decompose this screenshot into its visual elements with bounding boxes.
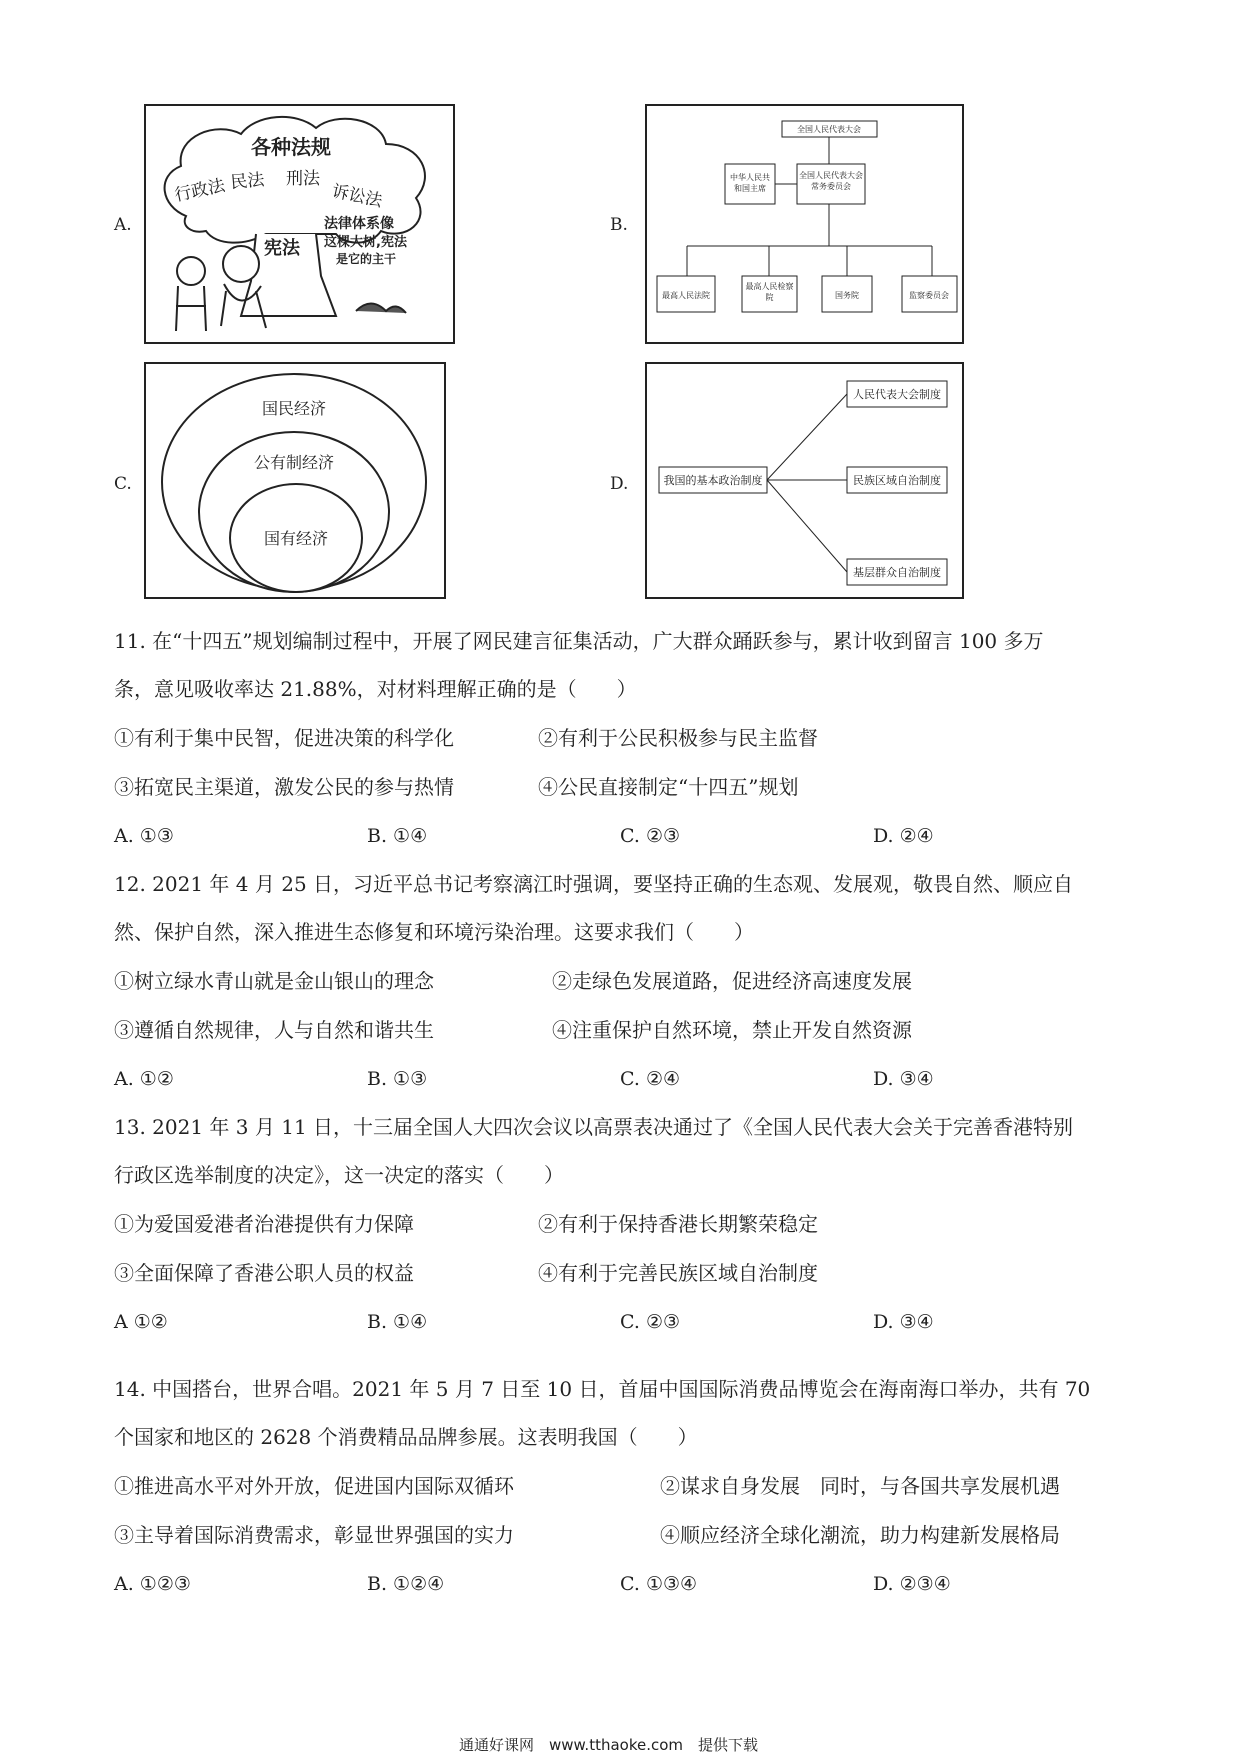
statement-item: ③遵循自然规律，人与自然和谐共生 bbox=[114, 1018, 434, 1042]
org-procuratorate: 最高人民检察院 bbox=[745, 282, 794, 302]
org-standing-committee: 全国人民代表大会常务委员会 bbox=[799, 171, 863, 191]
option-c-label: C. bbox=[114, 474, 132, 494]
node-root: 我国的基本政治制度 bbox=[663, 474, 763, 487]
statement-item: ①树立绿水青山就是金山银山的理念 bbox=[114, 969, 434, 993]
answer-choice-c[interactable]: C. ①③④ bbox=[620, 1573, 698, 1595]
trunk-text: 宪法 bbox=[264, 238, 300, 259]
statement-item: ③主导着国际消费需求，彰显世界强国的实力 bbox=[114, 1523, 514, 1547]
answer-choice-d[interactable]: D. ③④ bbox=[873, 1311, 934, 1333]
answer-choice-b[interactable]: B. ①③ bbox=[367, 1068, 428, 1090]
question-stem-line: 然、保护自然，深入推进生态修复和环境污染治理。这要求我们（ ） bbox=[114, 920, 754, 944]
statement-item: ④顺应经济全球化潮流，助力构建新发展格局 bbox=[660, 1523, 1060, 1547]
answer-choice-a[interactable]: A. ①③ bbox=[114, 825, 174, 847]
org-state-council: 国务院 bbox=[835, 291, 859, 300]
answer-choice-c[interactable]: C. ②③ bbox=[620, 1311, 681, 1333]
answer-choice-d[interactable]: D. ③④ bbox=[873, 1068, 934, 1090]
label-state-economy: 国有经济 bbox=[263, 529, 329, 548]
page-footer: 通通好课网 www.tthaoke.com 提供下载 bbox=[459, 1736, 759, 1754]
org-court: 最高人民法院 bbox=[662, 291, 710, 300]
tree-crown-text: 各种法规 bbox=[251, 135, 331, 159]
question-stem-line: 12. 2021 年 4 月 25 日，习近平总书记考察漓江时强调，要坚持正确的生态观、发展观，敬畏自然、顺应自 bbox=[114, 872, 1074, 896]
figure-b-state-organs-chart bbox=[645, 104, 964, 344]
answer-choice-c[interactable]: C. ②③ bbox=[620, 825, 681, 847]
statement-item: ③拓宽民主渠道，激发公民的参与热情 bbox=[114, 775, 454, 799]
label-national-economy: 国民经济 bbox=[261, 399, 327, 418]
question-stem-line: 13. 2021 年 3 月 11 日，十三届全国人大四次会议以高票表决通过了《全国人民代表大会关于完善香港特别 bbox=[114, 1115, 1074, 1139]
question-stem-line: 14. 中国搭台，世界合唱。2021 年 5 月 7 日至 10 日，首届中国国际消费品博览会在海南海口举办，共有 70 bbox=[114, 1377, 1091, 1401]
answer-choice-c[interactable]: C. ②④ bbox=[620, 1068, 681, 1090]
option-a-label: A. bbox=[114, 215, 132, 235]
statement-item: ④公民直接制定“十四五”规划 bbox=[538, 775, 799, 799]
question-stem-line: 条，意见吸收率达 21.88%，对材料理解正确的是（ ） bbox=[114, 677, 637, 701]
statement-item: ②有利于公民积极参与民主监督 bbox=[538, 726, 818, 750]
figure-d-political-system-tree bbox=[645, 362, 964, 599]
answer-choice-b[interactable]: B. ①④ bbox=[367, 1311, 428, 1333]
statement-item: ②走绿色发展道路，促进经济高速度发展 bbox=[552, 969, 912, 993]
org-president: 中华人民共和国主席 bbox=[730, 173, 770, 193]
answer-choice-b[interactable]: B. ①④ bbox=[367, 825, 428, 847]
statement-item: ②谋求自身发展 同时，与各国共享发展机遇 bbox=[660, 1474, 1060, 1498]
answer-choice-d[interactable]: D. ②④ bbox=[873, 825, 934, 847]
node-branch-3: 基层群众自治制度 bbox=[853, 566, 941, 579]
figure-a-legal-tree-cartoon bbox=[144, 104, 455, 344]
branch-text-4: 诉讼法 bbox=[329, 181, 385, 212]
speech-line-1: 法律体系像 bbox=[324, 216, 394, 232]
question-stem-line: 行政区选举制度的决定》，这一决定的落实（ ） bbox=[114, 1163, 564, 1187]
option-b-label: B. bbox=[610, 215, 628, 235]
statement-item: ②有利于保持香港长期繁荣稳定 bbox=[538, 1212, 818, 1236]
speech-line-2: 这棵大树,宪法 bbox=[324, 235, 407, 250]
option-d-label: D. bbox=[610, 474, 629, 494]
branch-text-2: 民法 bbox=[229, 170, 266, 193]
statement-item: ①为爱国爱港者治港提供有力保障 bbox=[114, 1212, 414, 1236]
speech-line-3: 是它的主干 bbox=[336, 252, 397, 266]
answer-choice-d[interactable]: D. ②③④ bbox=[873, 1573, 951, 1595]
question-stem-line: 11. 在“十四五”规划编制过程中，开展了网民建言征集活动，广大群众踊跃参与，累计收到留言 100 多万 bbox=[114, 629, 1044, 653]
answer-choice-a[interactable]: A ①② bbox=[114, 1311, 168, 1333]
statement-item: ①推进高水平对外开放，促进国内国际双循环 bbox=[114, 1474, 514, 1498]
branch-text-3: 刑法 bbox=[286, 169, 320, 189]
person-left-head bbox=[177, 257, 205, 285]
org-supervision: 监察委员会 bbox=[909, 291, 949, 300]
branch-text-1: 行政法 bbox=[172, 175, 227, 206]
question-stem-line: 个国家和地区的 2628 个消费精品品牌参展。这表明我国（ ） bbox=[114, 1425, 698, 1449]
statement-item: ④有利于完善民族区域自治制度 bbox=[538, 1261, 818, 1285]
statement-item: ①有利于集中民智，促进决策的科学化 bbox=[114, 726, 454, 750]
figure-c-economy-circles bbox=[144, 362, 446, 599]
org-npc: 全国人民代表大会 bbox=[797, 125, 861, 134]
legal-tree-illustration bbox=[146, 106, 453, 342]
answer-choice-a[interactable]: A. ①②③ bbox=[114, 1573, 191, 1595]
label-public-economy: 公有制经济 bbox=[253, 453, 335, 472]
answer-choice-b[interactable]: B. ①②④ bbox=[367, 1573, 445, 1595]
node-branch-1: 人民代表大会制度 bbox=[853, 388, 941, 401]
person-right-head bbox=[223, 246, 259, 282]
statement-item: ③全面保障了香港公职人员的权益 bbox=[114, 1261, 414, 1285]
answer-choice-a[interactable]: A. ①② bbox=[114, 1068, 174, 1090]
node-branch-2: 民族区域自治制度 bbox=[853, 474, 941, 487]
statement-item: ④注重保护自然环境，禁止开发自然资源 bbox=[552, 1018, 912, 1042]
